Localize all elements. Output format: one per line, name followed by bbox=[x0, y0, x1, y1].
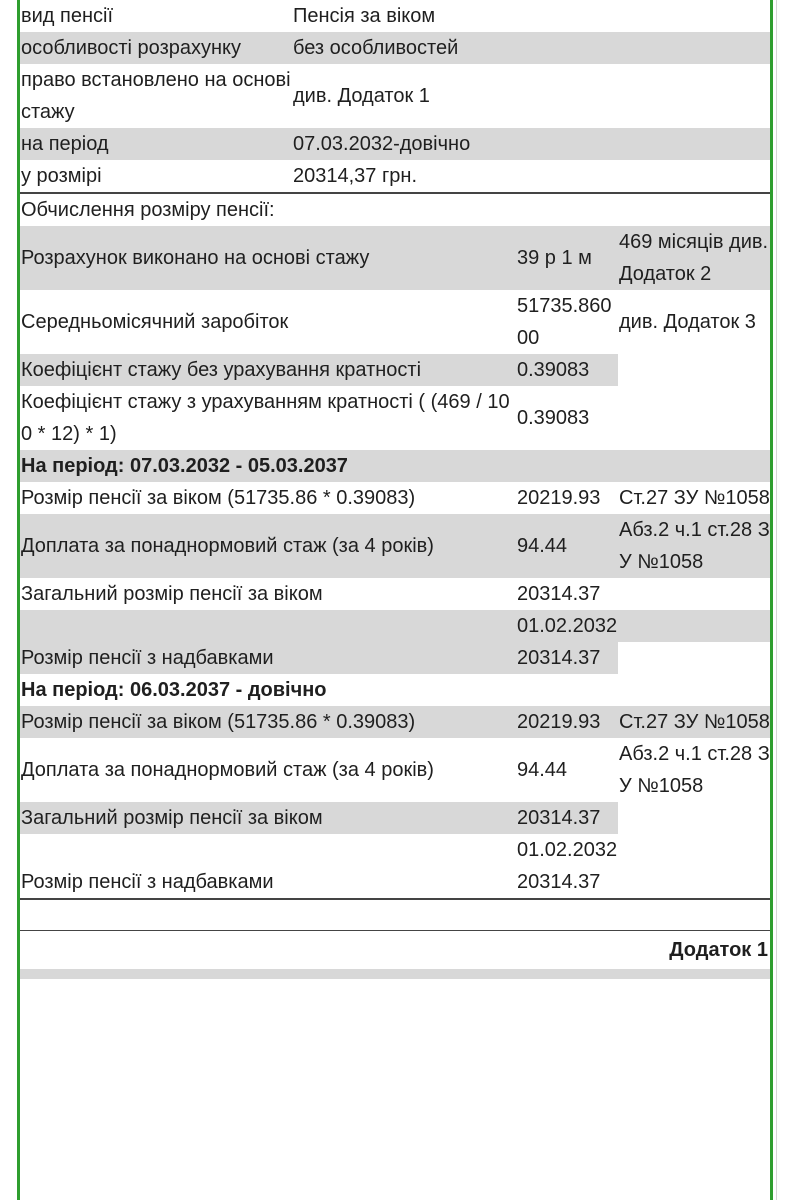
calc-title: Обчислення розміру пенсії: bbox=[21, 199, 275, 221]
calc-value: 51735.86000 bbox=[517, 295, 612, 349]
info-label: вид пенсії bbox=[21, 5, 114, 27]
document-body bbox=[20, 0, 770, 979]
page-edge bbox=[776, 0, 777, 1200]
calc-label: Розмір пенсії з надбавками bbox=[21, 871, 274, 893]
pension-info-table bbox=[20, 0, 770, 194]
calc-value: 94.44 bbox=[516, 514, 618, 578]
calc-row bbox=[20, 802, 770, 834]
calc-value: 20219.93 bbox=[516, 706, 618, 738]
calc-row bbox=[20, 738, 770, 802]
info-value: Пенсія за віком bbox=[293, 5, 436, 27]
info-value: 20314,37 грн. bbox=[293, 165, 417, 187]
calc-label: Коефіцієнт стажу з урахуванням кратності ( (469 / 100 * 12) * 1) bbox=[21, 391, 510, 445]
calc-label bbox=[20, 610, 516, 642]
calc-row bbox=[20, 642, 770, 674]
calc-row bbox=[20, 866, 770, 899]
info-row bbox=[20, 160, 770, 193]
calc-reference bbox=[618, 578, 770, 610]
calc-value: 0.39083 bbox=[517, 407, 590, 429]
calc-value: 20314.37 bbox=[517, 583, 601, 605]
annex-title: Додаток 1 bbox=[669, 939, 768, 961]
right-green-border bbox=[770, 0, 773, 1200]
calc-label: Доплата за понаднормовий стаж (за 4 років) bbox=[20, 514, 516, 578]
info-value: 07.03.2032-довічно bbox=[292, 128, 770, 160]
calc-row bbox=[20, 514, 770, 578]
calc-value: 01.02.2032 bbox=[516, 610, 618, 642]
calc-reference bbox=[618, 610, 770, 642]
calc-reference: див. Додаток 3 bbox=[619, 311, 756, 333]
calc-value: 20314.37 bbox=[516, 642, 618, 674]
info-row bbox=[20, 128, 770, 160]
calc-value: 0.39083 bbox=[516, 354, 618, 386]
info-row bbox=[20, 32, 770, 64]
calc-value: 20314.37 bbox=[516, 802, 618, 834]
calc-label: Середньомісячний заробіток bbox=[21, 311, 289, 333]
calc-reference bbox=[618, 802, 770, 834]
calc-label: Розмір пенсії за віком (51735.86 * 0.39083) bbox=[20, 706, 516, 738]
calc-row bbox=[20, 578, 770, 610]
period-header-row bbox=[20, 674, 770, 706]
calc-label: Розрахунок виконано на основі стажу bbox=[20, 226, 516, 290]
calc-row bbox=[20, 610, 770, 642]
calc-reference bbox=[618, 386, 770, 450]
calc-label: Розмір пенсії за віком (51735.86 * 0.39083) bbox=[21, 487, 416, 509]
calc-label: Розмір пенсії з надбавками bbox=[20, 642, 516, 674]
period-header: На період: 06.03.2037 - довічно bbox=[21, 679, 327, 701]
calc-label: Коефіцієнт стажу без урахування кратності bbox=[20, 354, 516, 386]
calc-value: 20219.93 bbox=[517, 487, 601, 509]
info-label: особливості розрахунку bbox=[20, 32, 292, 64]
calc-row bbox=[20, 354, 770, 386]
info-value: див. Додаток 1 bbox=[293, 85, 430, 107]
calc-reference: 469 місяців див. Додаток 2 bbox=[618, 226, 770, 290]
info-value: без особливостей bbox=[292, 32, 770, 64]
calc-reference bbox=[618, 834, 770, 866]
annex-header-strip bbox=[20, 969, 770, 979]
calc-reference: Ст.27 ЗУ №1058 bbox=[619, 487, 770, 509]
calc-value: 39 р 1 м bbox=[516, 226, 618, 290]
calc-row bbox=[20, 386, 770, 450]
calc-row bbox=[20, 834, 770, 866]
calc-row bbox=[20, 482, 770, 514]
info-row bbox=[20, 64, 770, 128]
info-label: право встановлено на основі стажу bbox=[21, 69, 291, 123]
calc-label: Загальний розмір пенсії за віком bbox=[21, 583, 323, 605]
calc-value: 94.44 bbox=[517, 759, 568, 781]
calc-row bbox=[20, 226, 770, 290]
calc-reference: Ст.27 ЗУ №1058 bbox=[618, 706, 770, 738]
calc-reference bbox=[618, 642, 770, 674]
info-label: у розмірі bbox=[21, 165, 102, 187]
calc-reference bbox=[618, 866, 770, 899]
pension-calculation-table bbox=[20, 194, 770, 900]
period-header-row bbox=[20, 450, 770, 482]
period-header: На період: 07.03.2032 - 05.03.2037 bbox=[20, 450, 770, 482]
info-row bbox=[20, 0, 770, 32]
annex-table bbox=[20, 930, 770, 969]
calc-reference: Абз.2 ч.1 ст.28 ЗУ №1058 bbox=[618, 514, 770, 578]
calc-reference bbox=[618, 354, 770, 386]
calc-reference: Абз.2 ч.1 ст.28 ЗУ №1058 bbox=[619, 743, 770, 797]
calc-label: Доплата за понаднормовий стаж (за 4 років) bbox=[21, 759, 434, 781]
section-spacer bbox=[20, 900, 770, 930]
calc-row bbox=[20, 290, 770, 354]
calc-row bbox=[20, 706, 770, 738]
calc-value: 20314.37 bbox=[517, 871, 601, 893]
calc-value: 01.02.2032 bbox=[517, 839, 618, 861]
calc-label bbox=[20, 834, 516, 866]
info-label: на період bbox=[20, 128, 292, 160]
calc-label: Загальний розмір пенсії за віком bbox=[20, 802, 516, 834]
